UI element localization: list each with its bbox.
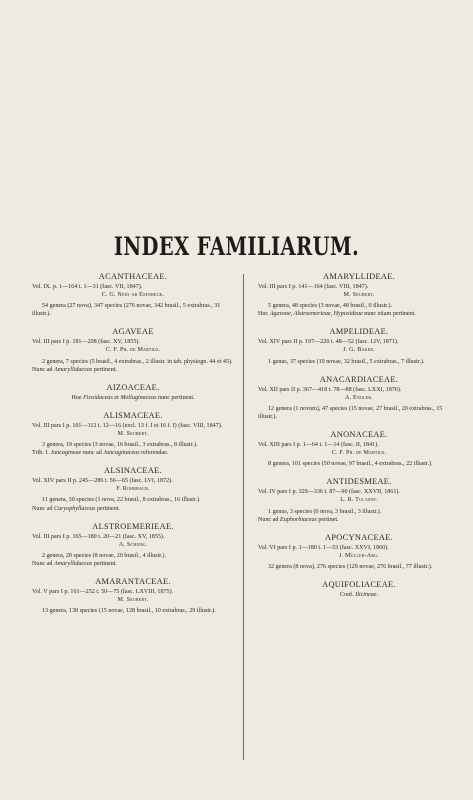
family-name: AMPELIDEAE. <box>329 327 389 337</box>
volume-reference: Vol. III pars I p. 181—208 (fasc. XV, 1855). <box>32 339 140 346</box>
family-entry <box>258 533 460 571</box>
volume-reference: Vol. XIII pars I p. 1—64 t. 1—14 (fasc. II, 1841). <box>258 442 379 449</box>
family-entry <box>32 383 234 402</box>
species-stats: 1 genus, 37 species (19 novae, 32 brasil., 5 extrabras., 7 illustr.). <box>268 358 425 365</box>
family-entry <box>258 477 460 523</box>
family-name: ANTIDESMEAE. <box>326 477 392 487</box>
family-name: AQUIFOLIACEAE. <box>322 579 396 589</box>
volume-reference: Vol. III pars I p. 165—180 t. 20—21 (fasc. XV, 1855). <box>32 533 165 540</box>
species-stats: 11 genera, 30 species (1 nova, 22 brasil., 8 extrabras., 16 illustr.). <box>42 497 201 504</box>
species-stats: 1 genus, 3 species (0 nova, 3 brasil., 3 illustr.). <box>268 508 382 515</box>
family-name: ALSINACEAE. <box>104 466 162 476</box>
family-entry <box>258 327 460 365</box>
family-note: Trib. I. Juncagineae nunc ad Juncaginaceas referendae. <box>32 450 169 457</box>
author-name: C. G. Nees ab Esenbeck. <box>101 292 165 299</box>
author-name: C. F. Ph. de Martius. <box>331 450 387 457</box>
family-entry <box>258 580 460 599</box>
volume-reference: Vol. III pars I p. 101—112 t. 12—16 (excl. 13 f. I et 16 f. I) (fasc. VIII, 1847). <box>32 422 223 429</box>
family-note: Nunc ad Amaryllidaceas pertinent. <box>32 366 117 373</box>
volume-reference: Vol. III pars I p. 141—164 (fasc. VIII, 1847). <box>258 284 369 290</box>
volume-reference: Vol. IX. p. 1—164 t. 1—31 (fasc. VII, 1847). <box>32 284 143 290</box>
species-stats: 2 genera, 7 species (5 brasil., 4 extrabras., 2 illustr. in tab. physiogn. 44 et 45). <box>42 358 233 365</box>
volume-reference: Vol. XII pars II p. 367—418 t. 78—88 (fasc. LXXI, 1876). <box>258 386 402 393</box>
family-name: ALISMACEAE. <box>103 410 163 420</box>
species-stats: 32 genera (8 nova), 276 species (129 novae, 276 brasil., 77 illustr.). <box>268 563 433 570</box>
author-name: A. Schenk. <box>118 541 148 548</box>
family-name: APOCYNACEAE. <box>324 532 394 542</box>
author-name: J. G. Baker. <box>343 347 375 354</box>
column-divider <box>243 274 244 760</box>
volume-reference: Vol. XIV pars II p. 245—286 t. 56—65 (fasc. LVI, 1872). <box>32 478 173 485</box>
family-note: Huc Agaveae, Alstroemerieae, Hypoxideae nunc etiam pertinent. <box>258 311 416 318</box>
family-entry <box>32 411 234 457</box>
family-name: AMARYLLIDEAE. <box>322 272 396 281</box>
family-name: ACANTHACEAE. <box>98 272 168 281</box>
family-entry <box>32 522 234 568</box>
species-stats: 54 genera (27 nova), 347 species (276 novae, 342 brasil., 5 extrabras., 31 illustr.). <box>32 303 221 318</box>
page-title: INDEX FAMILIARUM. <box>113 232 360 261</box>
family-entry <box>258 430 460 468</box>
author-name: L. R. Tulasne. <box>340 497 378 504</box>
volume-reference: Vol. IV pars I p. 329—336 t. 87—90 (fasc. XXVII, 1861). <box>258 489 400 496</box>
volume-reference: Vol. XIV pars II p. 197—220 t. 48—52 (fasc. LIV, 1871). <box>258 339 399 346</box>
family-name: ALSTROEMERIEAE. <box>92 521 174 531</box>
family-note: Nunc ad Euphorbiaceas pertinet. <box>258 516 339 523</box>
author-name: A. Engler. <box>344 394 374 401</box>
author-name: M. Seubert. <box>343 292 375 299</box>
author-name: M. Seubert. <box>117 430 149 437</box>
family-entry <box>32 327 234 373</box>
species-stats: 13 genera, 138 species (15 novae, 128 brasil., 10 extrabras., 29 illustr.). <box>42 608 216 615</box>
author-name: C. F. Ph. de Martius. <box>105 347 161 354</box>
left-column <box>32 272 234 624</box>
family-name: AIZOACEAE. <box>106 382 160 392</box>
family-entry <box>258 375 460 421</box>
species-stats: 2 genera, 20 species (8 novae, 20 brasil., 4 illustr.). <box>42 552 167 559</box>
family-note: Nunc ad Caryophyllaceas pertinent. <box>32 505 121 512</box>
family-entry <box>258 272 460 318</box>
volume-reference: Vol. VI pars I p. 1—180 t. 1—53 (fasc. XXVI, 1860). <box>258 544 389 551</box>
volume-reference: Vol. V pars I p. 161—252 t. 50—75 (fasc. LXVIII, 1875). <box>32 588 174 595</box>
family-name: AGAVEAE <box>112 327 154 337</box>
species-stats: 12 genera (1 novum), 47 species (15 novae, 27 brasil., 20 extrabras., 15 illustr.). <box>258 405 443 420</box>
family-entry <box>32 466 234 512</box>
family-name: ANACARDIACEAE. <box>319 374 399 384</box>
family-note: Hue Ficoidaceas et Molluginaceas nunc pertinent. <box>71 394 195 401</box>
author-name: F. Rohrbach. <box>116 486 150 493</box>
species-stats: 8 genera, 101 species (50 novae, 97 brasil., 4 extrabras., 22 illustr.). <box>268 461 433 468</box>
family-note: Conf. Ilicineae. <box>339 591 379 598</box>
right-column <box>258 272 460 608</box>
species-stats: 5 genera, 48 species (3 novae, 48 brasil., 0 illustr.). <box>268 303 393 310</box>
author-name: M. Seubert. <box>117 597 149 604</box>
family-entry <box>32 272 234 318</box>
author-name: J. Müller-Arg. <box>338 552 380 559</box>
family-name: ANONACEAE. <box>330 430 388 440</box>
family-name: AMARANTACEAE. <box>95 576 171 586</box>
family-entry <box>32 577 234 615</box>
family-note: Nunc ad Amaryllidaceas pertinent. <box>32 560 117 567</box>
species-stats: 3 genera, 19 species (3 novae, 16 brasil., 3 extrabras., 8 illustr.). <box>42 442 198 449</box>
